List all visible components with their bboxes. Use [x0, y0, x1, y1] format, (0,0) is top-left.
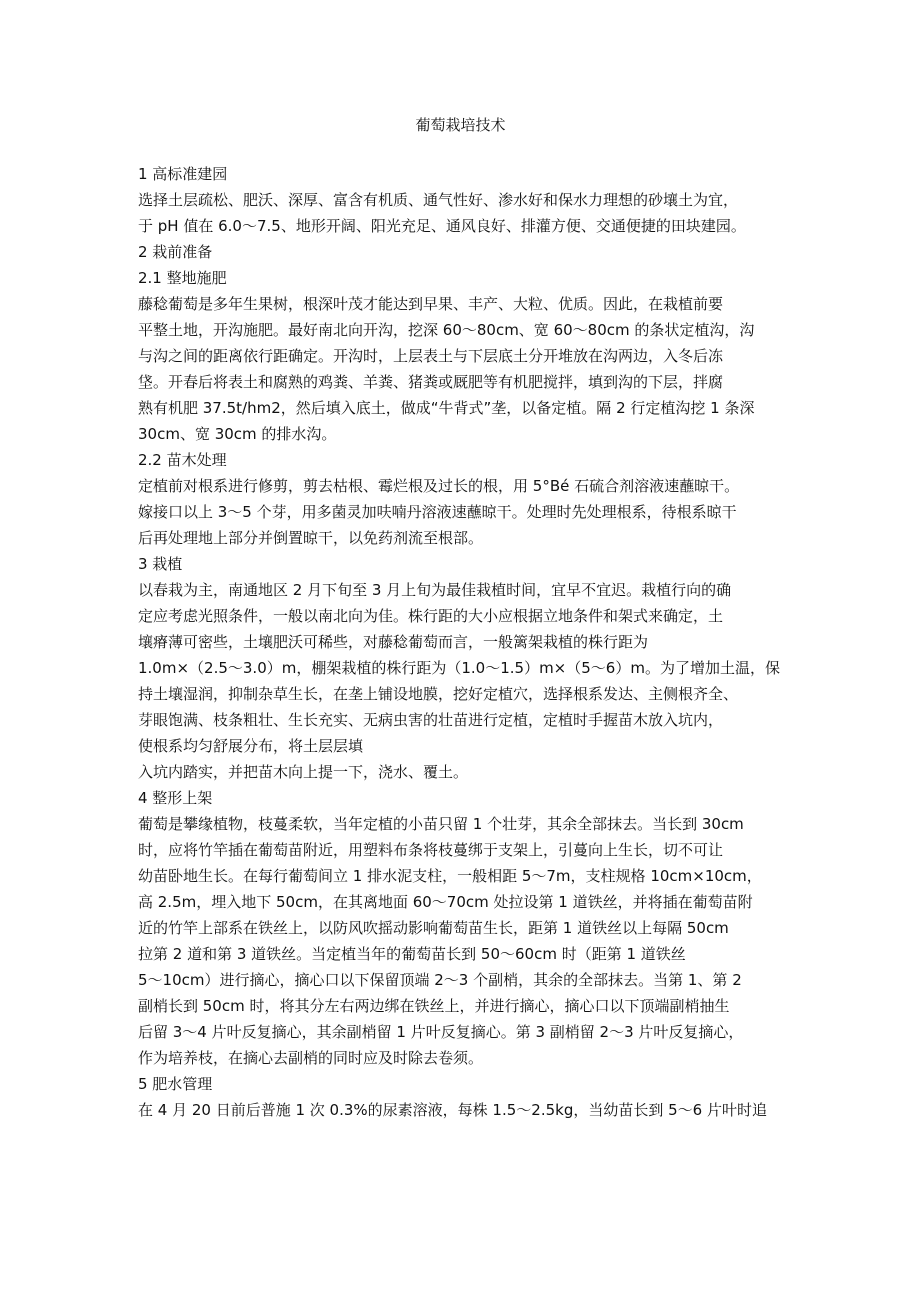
paragraph-line: 定应考虑光照条件，一般以南北向为佳。株行距的大小应根据立地条件和架式来确定，土 [138, 607, 724, 625]
paragraph-line: 1.0m×（2.5～3.0）m，棚架栽植的株行距为（1.0～1.5）m×（5～6）m。为了增加土温，保 [138, 659, 780, 677]
paragraph-line: 时，应将竹竿插在葡萄苗附近，用塑料布条将枝蔓绑于支架上，引蔓向上生长，切不可让 [138, 841, 724, 859]
paragraph-line: 嫁接口以上 3～5 个芽，用多菌灵加呋喃丹溶液速蘸晾干。处理时先处理根系，待根系晾干 [138, 503, 737, 521]
document-body [138, 115, 783, 1123]
paragraph-line: 平整土地，开沟施肥。最好南北向开沟，挖深 60～80cm、宽 60～80cm 的条状定植沟，沟 [138, 321, 755, 339]
paragraph-line: 使根系均匀舒展分布，将土层层填 [138, 737, 364, 755]
document-text [138, 161, 783, 1123]
paragraph-line: 副梢长到 50cm 时，将其分左右两边绑在铁丝上，并进行摘心，摘心口以下顶端副梢抽生 [138, 997, 730, 1015]
paragraph-line: 葡萄是攀缘植物，枝蔓柔软，当年定植的小苗只留 1 个壮芽，其余全部抹去。当长到 30cm [138, 815, 744, 833]
section-heading: 4 整形上架 [138, 789, 213, 807]
section-heading: 1 高标准建园 [138, 165, 228, 183]
section-heading: 3 栽植 [138, 555, 183, 573]
paragraph-line: 高 2.5m，埋入地下 50cm，在其离地面 60～70cm 处拉设第 1 道铁丝，并将插在葡萄苗附 [138, 893, 753, 911]
paragraph-line: 壤瘠薄可密些，土壤肥沃可稀些，对藤稔葡萄而言，一般篱架栽植的株行距为 [138, 633, 649, 651]
paragraph-line: 持土壤湿润，抑制杂草生长，在垄上铺设地膜，挖好定植穴，选择根系发达、主侧根齐全、 [138, 685, 739, 703]
paragraph-line: 芽眼饱满、枝条粗壮、生长充实、无病虫害的壮苗进行定植，定植时手握苗木放入坑内， [138, 711, 724, 729]
section-heading: 2.1 整地施肥 [138, 269, 227, 287]
paragraph-line: 幼苗卧地生长。在每行葡萄间立 1 排水泥支柱，一般相距 5～7m，支柱规格 10cm×10cm， [138, 867, 762, 885]
paragraph-line: 选择土层疏松、肥沃、深厚、富含有机质、通气性好、渗水好和保水力理想的砂壤土为宜， [138, 191, 739, 209]
paragraph-line: 在 4 月 20 日前后普施 1 次 0.3%的尿素溶液，每株 1.5～2.5kg，当幼苗长到 5～6 片叶时追 [138, 1101, 767, 1119]
paragraph-line: 5～10cm）进行摘心，摘心口以下保留顶端 2～3 个副梢，其余的全部抹去。当第 1、第 2 [138, 971, 742, 989]
section-heading: 2.2 苗木处理 [138, 451, 227, 469]
paragraph-line: 于 pH 值在 6.0～7.5、地形开阔、阳光充足、通风良好、排灌方便、交通便捷的田块建园。 [138, 217, 746, 235]
paragraph-line: 后留 3～4 片叶反复摘心，其余副梢留 1 片叶反复摘心。第 3 副梢留 2～3 片叶反复摘心， [138, 1023, 744, 1041]
paragraph-line: 藤稔葡萄是多年生果树，根深叶茂才能达到早果、丰产、大粒、优质。因此，在栽植前要 [138, 295, 724, 313]
section-heading: 5 肥水管理 [138, 1075, 213, 1093]
paragraph-line: 入坑内踏实，并把苗木向上提一下，浇水、覆土。 [138, 763, 469, 781]
paragraph-line: 作为培养枝，在摘心去副梢的同时应及时除去卷须。 [138, 1049, 484, 1067]
paragraph-line: 垡。开春后将表土和腐熟的鸡粪、羊粪、猪粪或厩肥等有机肥搅拌，填到沟的下层，拌腐 [138, 373, 724, 391]
paragraph-line: 后再处理地上部分并倒置晾干，以免药剂流至根部。 [138, 529, 484, 547]
paragraph-line: 30cm、宽 30cm 的排水沟。 [138, 425, 337, 443]
paragraph-line: 熟有机肥 37.5t/hm2，然后填入底土，做成“牛背式”垄，以备定植。隔 2 行定植沟挖 1 条深 [138, 399, 755, 417]
paragraph-line: 以春栽为主，南通地区 2 月下旬至 3 月上旬为最佳栽植时间，宜早不宜迟。栽植行向的确 [138, 581, 732, 599]
document-title: 葡萄栽培技术 [415, 116, 506, 134]
paragraph-line: 定植前对根系进行修剪，剪去枯根、霉烂根及过长的根，用 5°Bé 石硫合剂溶液速蘸晾干。 [138, 477, 740, 495]
section-heading: 2 栽前准备 [138, 243, 213, 261]
paragraph-line: 拉第 2 道和第 3 道铁丝。当定植当年的葡萄苗长到 50～60cm 时（距第 1 道铁丝 [138, 945, 686, 963]
paragraph-line: 与沟之间的距离依行距确定。开沟时，上层表土与下层底土分开堆放在沟两边，入冬后冻 [138, 347, 724, 365]
paragraph-line: 近的竹竿上部系在铁丝上，以防风吹摇动影响葡萄苗生长，距第 1 道铁丝以上每隔 50cm [138, 919, 729, 937]
